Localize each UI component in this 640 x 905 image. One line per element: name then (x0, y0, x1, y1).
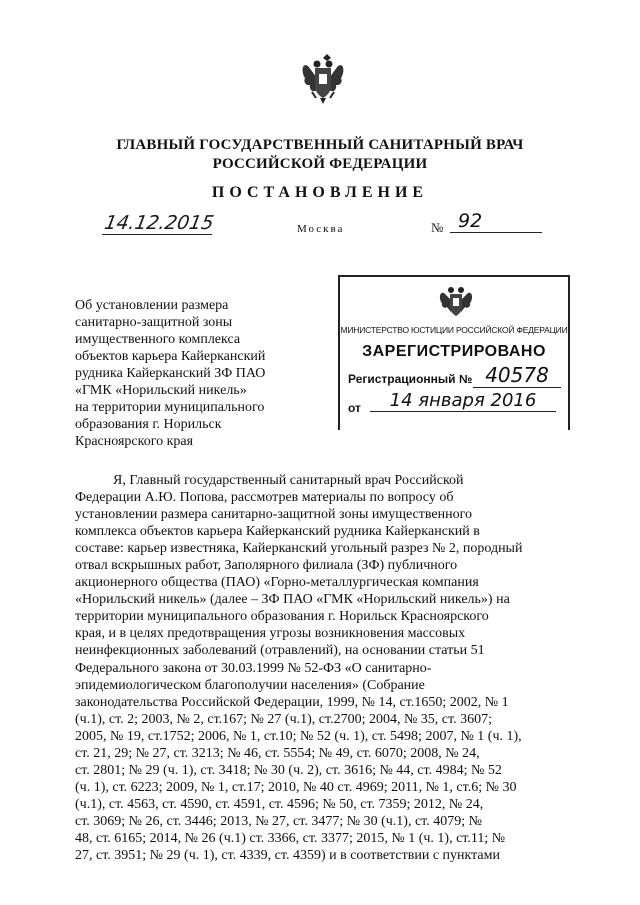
document-body (75, 472, 574, 864)
document-subject (75, 297, 290, 450)
stamp-registration-label: Регистрационный № (348, 372, 473, 386)
stamp-registration-date: 14 января 2016 (370, 390, 556, 412)
stamp-registered-label: ЗАРЕГИСТРИРОВАНО (362, 343, 546, 360)
body-line: (ч. 1), ст. 6223; 2009, № 1, ст.17; 2010, № 40 ст. 4969; 2011, № 1, ст.6; № 30 (75, 779, 517, 795)
body-line: Я, Главный государственный санитарный врач Российской (113, 473, 464, 488)
body-line: 2005, № 19, ст.1752; 2006, № 1, ст.10; № 52 (ч. 1), ст. 5498; 2007, № 1 (ч. 1), (75, 728, 522, 744)
stamp-registration-number: 40578 (473, 363, 561, 388)
body-line: установлении размера санитарно-защитной зоны имущественного (75, 507, 472, 523)
body-line: 48, ст. 6165; 2014, № 26 (ч.1) ст. 3366, ст. 3377; 2015, № 1 (ч. 1), ст.11; № (75, 830, 506, 846)
registration-stamp (338, 275, 570, 430)
document-number: 92 (450, 210, 542, 233)
body-line: ст. 3069; № 26, ст. 3446; 2013, № 27, ст. 3477; № 30 (ч.1), ст. 4079; № (75, 813, 482, 829)
body-line: неинфекционных заболеваний (отравлений), на основании статьи 51 (75, 643, 485, 659)
document-city: Москва (297, 223, 345, 235)
subject-line: «ГМК «Норильский никель» (75, 383, 247, 398)
stamp-ministry-name: МИНИСТЕРСТВО ЮСТИЦИИ РОССИЙСКОЙ ФЕДЕРАЦИИ (340, 325, 568, 335)
subject-line: образования г. Норильск (75, 417, 222, 432)
stamp-date-prefix: от (348, 401, 361, 415)
body-line: комплекса объектов карьера Кайерканский рудника Кайеркaнский в (75, 524, 480, 540)
body-line: законодательства Российской Федерации, 1999, № 14, ст.1650; 2002, № 1 (75, 694, 509, 710)
body-line: эпидемиологическом благополучии населения» (Собрание (75, 677, 425, 693)
document-date: 14.12.2015 (102, 212, 216, 234)
document-number-label: № (431, 220, 444, 235)
body-line: акционерного общества (ПАО) «Горно-металлургическая компания (75, 575, 479, 591)
body-line: Федерального закона от 30.03.1999 № 52-ФЗ «О санитарно- (75, 660, 432, 676)
body-line: 27, ст. 3951; № 29 (ч. 1), ст. 4339, ст. 4359) и в соответствии с пунктами (75, 848, 500, 864)
body-line: (ч.1), ст. 2; 2003, № 2, ст.167; № 27 (ч.1), ст.2700; 2004, № 35, ст. 3607; (75, 711, 492, 727)
stamp-emblem-icon (439, 282, 473, 320)
subject-line: имущественного комплекса (75, 332, 241, 347)
coat-of-arms-emblem (300, 52, 346, 106)
issuer-country: РОССИЙСКОЙ ФЕДЕРАЦИИ (212, 156, 428, 172)
subject-line: санитарно-защитной зоны (75, 315, 233, 330)
body-line: Федерации А.Ю. Попова, рассмотрев материалы по вопросу об (75, 490, 454, 506)
body-line: края, и в целях предотвращения угрозы возникновения массовых (75, 626, 466, 642)
subject-line: рудника Кайерканский ЗФ ПАО (75, 366, 266, 381)
subject-line: на территории муниципального (75, 400, 265, 415)
subject-line: Об установлении размера (75, 298, 229, 313)
subject-line: Красноярского края (75, 434, 194, 449)
body-line: территории муниципального образования г. Норильск Красноярского (75, 609, 489, 625)
document-type: ПОСТАНОВЛЕНИЕ (211, 184, 429, 201)
body-line: составе: карьер известняка, Кайерканский угольный разрез № 2, породный (75, 541, 523, 557)
body-line: «Норильский никель» (далее – ЗФ ПАО «ГМК «Норильский никель») на (75, 592, 510, 608)
issuer-title: ГЛАВНЫЙ ГОСУДАРСТВЕННЫЙ САНИТАРНЫЙ ВРАЧ (116, 137, 524, 153)
body-line: ст. 2801; № 29 (ч. 1), ст. 3418; № 30 (ч. 2), ст. 3616; № 44, ст. 4984; № 52 (75, 762, 502, 778)
body-line: отвал вскрышных работ, Заполярного филиала (ЗФ) публичного (75, 558, 458, 574)
body-line: (ч.1), ст. 4563, ст. 4590, ст. 4591, ст. 4596; № 50, ст. 7359; 2012, № 24, (75, 796, 484, 812)
subject-line: объектов карьера Кайерканский (75, 349, 266, 364)
body-line: ст. 21, 29; № 27, ст. 3213; № 46, ст. 5554; № 49, ст. 6070; 2008, № 24, (75, 745, 480, 761)
